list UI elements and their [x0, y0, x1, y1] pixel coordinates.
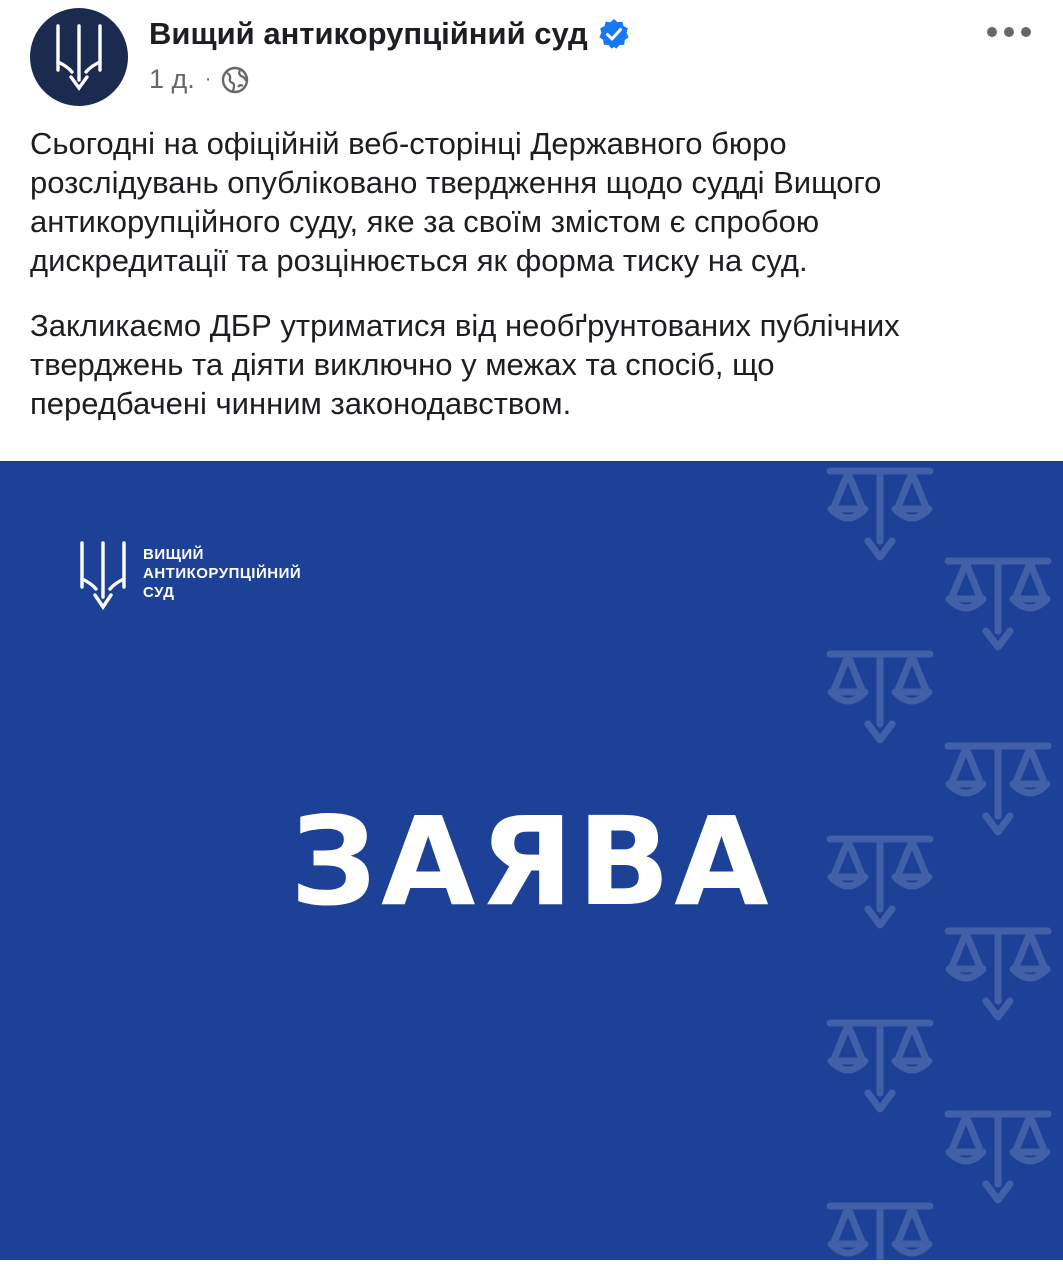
image-headline: ЗАЯВА [290, 791, 773, 933]
logo-line: СУД [143, 584, 175, 601]
verified-badge-icon [598, 18, 630, 50]
post-header [0, 0, 1063, 112]
post-timestamp[interactable]: 1 д. [149, 64, 195, 94]
court-logo-icon [77, 539, 129, 611]
logo-line: АНТИКОРУПЦІЙНИЙ [143, 565, 302, 582]
post-paragraph: Закликаємо ДБР утриматися від необґрунтованих публічних тверджень та діяти виключно у межах та спосіб, що передбачені чинним законодавством. [30, 308, 900, 421]
court-logo-icon [53, 22, 105, 92]
image-logo [77, 539, 301, 611]
more-options-icon[interactable] [987, 22, 1031, 42]
post-paragraph: Сьогодні на офіційній веб-сторінці Державного бюро розслідувань опубліковано твердження щодо судді Вищого антикорупційного суду, яке за своїм змістом є спробою дискредитації та розцінюється як форма тиску на суд. [30, 126, 882, 278]
meta-separator: · [204, 68, 212, 90]
page-name[interactable] [149, 16, 630, 52]
globe-icon[interactable] [221, 66, 249, 94]
logo-line: ВИЩИЙ [143, 546, 204, 563]
page-avatar[interactable] [30, 8, 128, 106]
page-name-text[interactable]: Вищий антикорупційний суд [149, 16, 588, 51]
post-meta [149, 64, 249, 95]
logo-text [143, 545, 301, 602]
post-body [30, 124, 1030, 449]
post-image[interactable] [0, 461, 1063, 1260]
